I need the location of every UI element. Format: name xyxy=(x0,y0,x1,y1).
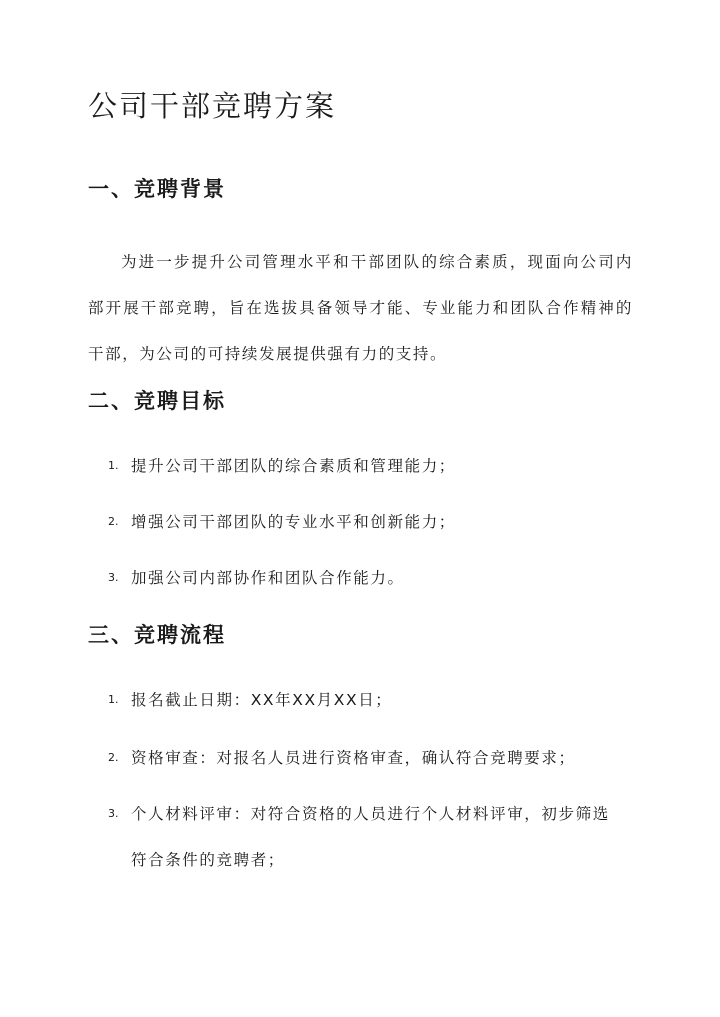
list-item-number: 2. xyxy=(108,515,119,528)
section-heading-background: 一、竞聘背景 xyxy=(88,177,226,201)
list-item-text: 个人材料评审：对符合资格的人员进行个人材料评审，初步筛选符合条件的竞聘者； xyxy=(131,805,610,869)
section-heading-goals: 二、竞聘目标 xyxy=(88,389,226,413)
list-item-text: 增强公司干部团队的专业水平和创新能力； xyxy=(131,513,456,531)
list-item-number: 2. xyxy=(108,751,119,764)
list-item-number: 3. xyxy=(108,571,119,584)
list-item xyxy=(108,443,628,489)
section-heading-process: 三、竞聘流程 xyxy=(88,623,226,647)
list-item xyxy=(108,735,628,781)
list-item-number: 1. xyxy=(108,693,119,706)
list-item-number: 1. xyxy=(108,459,119,472)
list-item xyxy=(108,499,628,545)
list-item xyxy=(108,677,628,723)
list-item xyxy=(108,791,618,883)
list-item-text: 加强公司内部协作和团队合作能力。 xyxy=(131,569,405,587)
list-item-text: 资格审查：对报名人员进行资格审查，确认符合竞聘要求； xyxy=(131,749,576,767)
document-title: 公司干部竞聘方案 xyxy=(88,89,337,123)
list-item xyxy=(108,555,628,601)
list-item-text: 报名截止日期：XX年XX月XX日； xyxy=(131,691,393,709)
list-item-text: 提升公司干部团队的综合素质和管理能力； xyxy=(131,457,456,475)
section-paragraph-background: 为进一步提升公司管理水平和干部团队的综合素质，现面向公司内部开展干部竞聘，旨在选拔具备领导才能、专业能力和团队合作精神的干部，为公司的可持续发展提供强有力的支持。 xyxy=(88,253,633,363)
list-item-number: 3. xyxy=(108,807,119,820)
